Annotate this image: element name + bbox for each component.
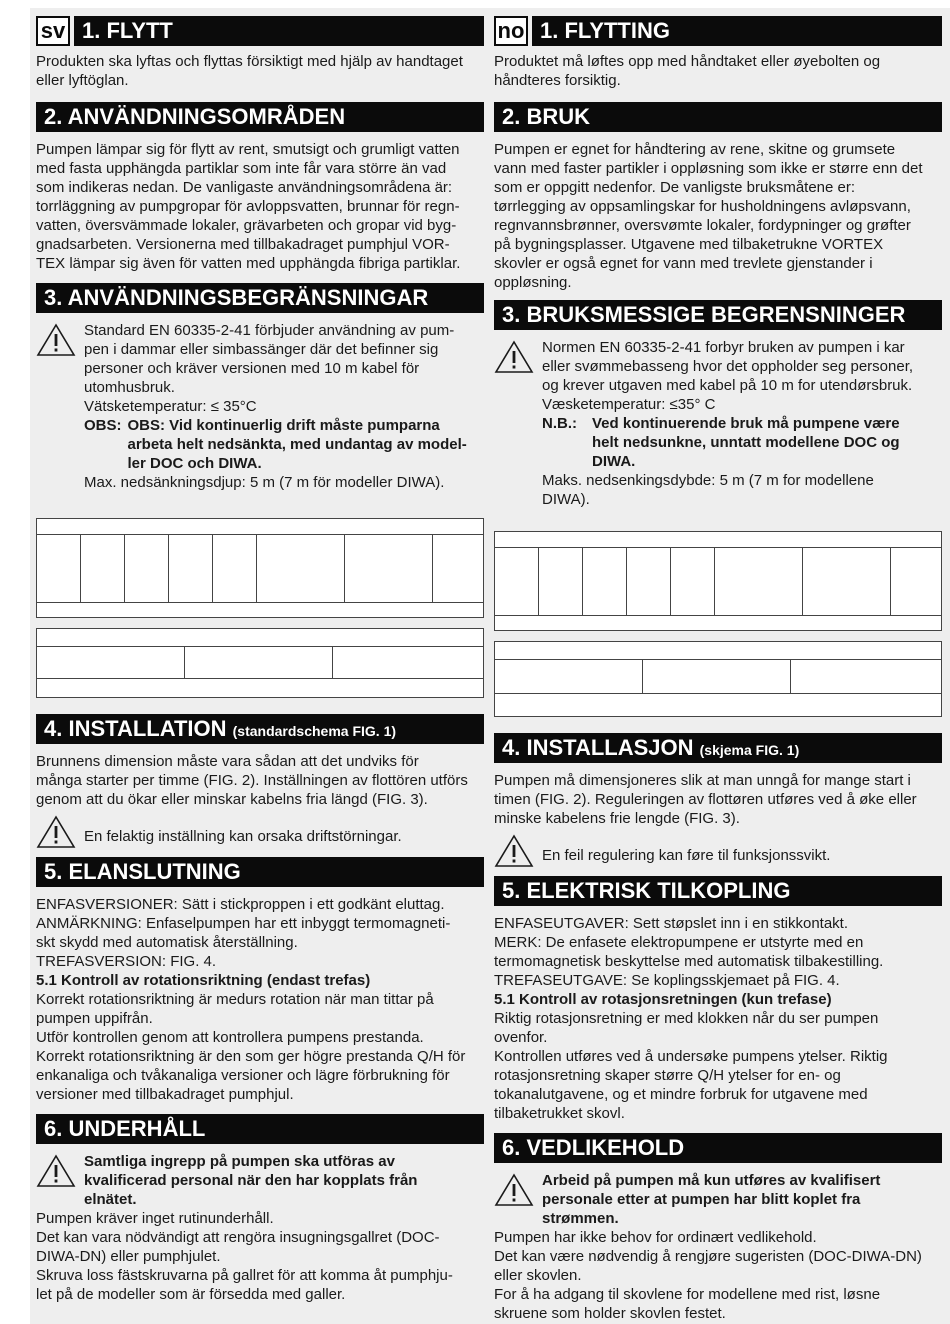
text-line: ANMÄRKNING: Enfaselpumpen har ett inbyggt termomagneti- xyxy=(36,915,451,932)
section-5-body xyxy=(494,914,942,1123)
text-line: DIWA. xyxy=(592,453,636,470)
text-line: vatten, översvämmade lokaler, grävarbeten och gropar vid byg- xyxy=(36,217,457,234)
text-line: termomagnetisk beskyttelse med automatisk tilbakestilling. xyxy=(494,953,884,970)
text-line: Korrekt rotationsriktning är medurs rotation när man tittar på xyxy=(36,991,434,1008)
column-swedish xyxy=(36,16,484,1304)
text-line: minske kabelens frie lengde (FIG. 3). xyxy=(494,810,740,827)
text-line: många starter per timme (FIG. 2). Inställningen av flottören utförs xyxy=(36,772,468,789)
text-line: Ved kontinuerende bruk må pumpene være xyxy=(592,415,900,432)
section-5-body xyxy=(36,895,484,1104)
obs-label: OBS: xyxy=(84,417,122,434)
text-line: TREFASEUTGAVE: Se koplingsskjemaet på FIG. 4. xyxy=(494,972,840,989)
table-row xyxy=(37,647,483,679)
section-title: 6. UNDERHÅLL xyxy=(36,1114,484,1144)
text-line: torrläggning av pumpgropar för avloppsvatten, brunnar för regn- xyxy=(36,198,460,215)
text-line: strømmen. xyxy=(542,1210,619,1227)
text-line: Skruva loss fästskruvarna på gallret för att komma åt pumphju- xyxy=(36,1267,453,1284)
text-line: Korrekt rotationsriktning är den som ger högre prestanda Q/H för xyxy=(36,1048,466,1065)
text-line: personale etter at pumpen har blitt koplet fra xyxy=(542,1191,861,1208)
text-line: DIWA-DN) eller pumphjulet. xyxy=(36,1248,221,1265)
text-line: regnvannsbrønner, oversvømte lokaler, fordypninger og grøfter xyxy=(494,217,911,234)
temperature-note: Væsketemperatur: ≤35° C xyxy=(542,396,716,413)
text-line: Produkten ska lyftas och flyttas försiktigt med hjälp av handtaget xyxy=(36,53,463,70)
warning-triangle-icon xyxy=(494,834,534,868)
section-title: 3. BRUKSMESSIGE BEGRENSNINGER xyxy=(494,300,942,330)
language-code-badge: no xyxy=(494,16,528,46)
section-1-header xyxy=(494,16,942,46)
text-line: skt skydd med automatisk återställning. xyxy=(36,934,298,951)
text-line: oppløsning. xyxy=(494,274,572,291)
depth-note: Max. nedsänkningsdjup: 5 m (7 m för modeller DIWA). xyxy=(84,474,445,491)
section-6-body xyxy=(36,1209,484,1304)
text-line: MERK: De enfasete elektropumpene er utstyrte med en xyxy=(494,934,864,951)
section-4-body xyxy=(36,752,484,809)
text-line: Kontrollen utføres ved å undersøke pumpens ytelser. Riktig xyxy=(494,1048,888,1065)
text-line: utomhusbruk. xyxy=(84,379,175,396)
text-line: TREFASVERSION: FIG. 4. xyxy=(36,953,217,970)
text-line: håndteres forsiktig. xyxy=(494,72,621,89)
text-line: Pumpen må dimensjoneres slik at man unngå for mange start i xyxy=(494,772,911,789)
text-line: Pumpen kräver inget rutinunderhåll. xyxy=(36,1210,274,1227)
section-title: 3. ANVÄNDNINGSBEGRÄNSNINGAR xyxy=(36,283,484,313)
section-1-body xyxy=(36,52,484,90)
text-line: ovenfor. xyxy=(494,1029,548,1046)
text-line: skovler er også egnet for vann med trevlete gjenstander i xyxy=(494,255,873,272)
subsection-title: 5.1 Kontroll av rotasjonsretningen (kun trefase) xyxy=(494,991,832,1008)
warning-triangle-icon xyxy=(36,815,76,849)
warning-triangle-icon xyxy=(36,1154,76,1188)
text-line: Utför kontrollen genom att kontrollera pumpens prestanda. xyxy=(36,1029,424,1046)
section-2-body xyxy=(36,140,484,273)
text-line: tilbaketrukket skovl. xyxy=(494,1105,625,1122)
text-line: tørrlegging av oppsamlingskar for husholdningens avløpsvann, xyxy=(494,198,911,215)
text-line: kvalificerad personal när den har kopplats från xyxy=(84,1172,418,1189)
text-line: vann med faster partikler i oppløsning som ikke er større enn det xyxy=(494,160,923,177)
section-title xyxy=(36,714,484,744)
text-line: Samtliga ingrepp på pumpen ska utföras av xyxy=(84,1153,395,1170)
text-line: eller svømmebasseng hvor det oppholder seg personer, xyxy=(542,358,914,375)
section-subtitle: (standardschema FIG. 1) xyxy=(232,723,397,739)
table-row xyxy=(495,548,941,616)
language-code-badge: sv xyxy=(36,16,70,46)
text-line: elnätet. xyxy=(84,1191,137,1208)
text-line: ler DOC och DIWA. xyxy=(127,455,262,472)
text-line: Riktig rotasjonsretning er med klokken når du ser pumpen xyxy=(494,1010,879,1027)
section-6-body xyxy=(494,1228,942,1323)
subsection-title: 5.1 Kontroll av rotationsriktning (endast trefas) xyxy=(36,972,371,989)
text-line: eller skovlen. xyxy=(494,1267,582,1284)
text-line: ENFASEUTGAVER: Sett støpslet inn i en stikkontakt. xyxy=(494,915,849,932)
section-title xyxy=(494,733,942,763)
text-line: versioner med tillbakadraget pumphjul. xyxy=(36,1086,294,1103)
warning-triangle-icon xyxy=(494,340,534,374)
warning-triangle-icon xyxy=(36,323,76,357)
section-title-text: 4. INSTALLASJON xyxy=(502,735,694,760)
text-line: gnadsarbeten. Versionerna med tillbakadraget pumphjul VOR- xyxy=(36,236,450,253)
section-title-text: 4. INSTALLATION xyxy=(44,716,227,741)
section-4-body xyxy=(494,771,942,828)
text-line: timen (FIG. 2). Reguleringen av flottøren utføres ved å øke eller xyxy=(494,791,917,808)
warning-triangle-icon xyxy=(494,1173,534,1207)
text-line: med fasta upphängda partiklar som inte får vara större än vad xyxy=(36,160,447,177)
text-line: enkanaliga och tvåkanaliga versioner och lägre förbrukning för xyxy=(36,1067,450,1084)
text-line: arbeta helt nedsänkta, med undantag av model- xyxy=(127,436,467,453)
text-line: tokanalutgavene, og et mindre forbruk for utgavene med xyxy=(494,1086,868,1103)
warning-block xyxy=(494,832,942,868)
section-title: 1. FLYTT xyxy=(74,16,484,46)
text-line: skruene som holder skovlen festet. xyxy=(494,1305,726,1322)
text-line: Pumpen lämpar sig för flytt av rent, smutsigt och grumligt vatten xyxy=(36,141,460,158)
section-title: 2. ANVÄNDNINGSOMRÅDEN xyxy=(36,102,484,132)
table-header-row xyxy=(495,532,941,548)
warning-block xyxy=(494,338,942,509)
text-line: Det kan vara nödvändigt att rengöra insugningsgallret (DOC- xyxy=(36,1229,440,1246)
warning-text: En feil regulering kan føre til funksjonssvikt. xyxy=(542,847,831,864)
text-line: på bygningsplasser. Utgavene med tilbaketrukne VORTEX xyxy=(494,236,884,253)
specs-table-1 xyxy=(494,531,942,631)
text-line: For å ha adgang til skovlene for modellene med rist, løsne xyxy=(494,1286,881,1303)
text-line: Pumpen har ikke behov for ordinært vedlikehold. xyxy=(494,1229,817,1246)
text-line: OBS: Vid kontinuerlig drift måste pumparna xyxy=(127,417,440,434)
warning-block xyxy=(36,321,484,492)
specs-table-2 xyxy=(36,628,484,698)
warning-block xyxy=(36,813,484,849)
text-line: Standard EN 60335-2-41 förbjuder användning av pum- xyxy=(84,322,455,339)
warning-block xyxy=(494,1171,942,1228)
text-line: Normen EN 60335-2-41 forbyr bruken av pumpen i kar xyxy=(542,339,905,356)
text-line: som er oppgitt nedenfor. De vanligste bruksmåtene er: xyxy=(494,179,856,196)
section-1-header xyxy=(36,16,484,46)
text-line: Pumpen er egnet for håndtering av rene, skitne og grumsete xyxy=(494,141,896,158)
table-row xyxy=(495,660,941,694)
table-header-row xyxy=(37,519,483,535)
text-line: DIWA). xyxy=(542,491,590,508)
table-header-row xyxy=(495,642,941,660)
text-line: og krever utgaven med kabel på 10 m for utendørsbruk. xyxy=(542,377,913,394)
section-title: 5. ELANSLUTNING xyxy=(36,857,484,887)
text-line: personer och kräver versionen med 10 m kabel för xyxy=(84,360,420,377)
column-norwegian xyxy=(494,16,942,1323)
section-subtitle: (skjema FIG. 1) xyxy=(699,742,800,758)
text-line: pen i dammar eller simbassänger där det befinner sig xyxy=(84,341,439,358)
text-line: pumpen uppifrån. xyxy=(36,1010,153,1027)
text-line: helt nedsunkne, unntatt modellene DOC og xyxy=(592,434,900,451)
warning-block xyxy=(36,1152,484,1209)
temperature-note: Vätsketemperatur: ≤ 35°C xyxy=(84,398,257,415)
section-1-body xyxy=(494,52,942,90)
nb-note xyxy=(542,414,942,471)
section-title: 5. ELEKTRISK TILKOPLING xyxy=(494,876,942,906)
table-row xyxy=(37,535,483,603)
section-title: 2. BRUK xyxy=(494,102,942,132)
text-line: Det kan være nødvendig å rengjøre sugeristen (DOC-DIWA-DN) xyxy=(494,1248,922,1265)
section-title: 1. FLYTTING xyxy=(532,16,942,46)
text-line: Maks. nedsenkingsdybde: 5 m (7 m for modellene xyxy=(542,472,874,489)
section-title: 6. VEDLIKEHOLD xyxy=(494,1133,942,1163)
text-line: som indikeras nedan. De vanligaste användningsområdena är: xyxy=(36,179,453,196)
text-line: TEX lämpar sig även för vatten med upphängda fibriga partiklar. xyxy=(36,255,461,272)
text-line: rotasjonsretning skaper større Q/H ytelser for en- og xyxy=(494,1067,841,1084)
text-line: Produktet må løftes opp med håndtaket eller øyebolten og xyxy=(494,53,881,70)
text-line: eller lyftöglan. xyxy=(36,72,129,89)
nb-label: N.B.: xyxy=(542,415,577,432)
obs-note xyxy=(84,416,484,473)
text-line: Brunnens dimension måste vara sådan att det undviks för xyxy=(36,753,419,770)
text-line: ENFASVERSIONER: Sätt i stickproppen i ett godkänt eluttag. xyxy=(36,896,445,913)
warning-text: En felaktig inställning kan orsaka driftstörningar. xyxy=(84,828,402,845)
specs-table-2 xyxy=(494,641,942,717)
section-2-body xyxy=(494,140,942,292)
text-line: genom att du ökar eller minskar kabelns fria längd (FIG. 3). xyxy=(36,791,428,808)
text-line: Arbeid på pumpen må kun utføres av kvalifisert xyxy=(542,1172,881,1189)
text-line: let på de modeller som är försedda med galler. xyxy=(36,1286,346,1303)
table-header-row xyxy=(37,629,483,647)
specs-table-1 xyxy=(36,518,484,618)
